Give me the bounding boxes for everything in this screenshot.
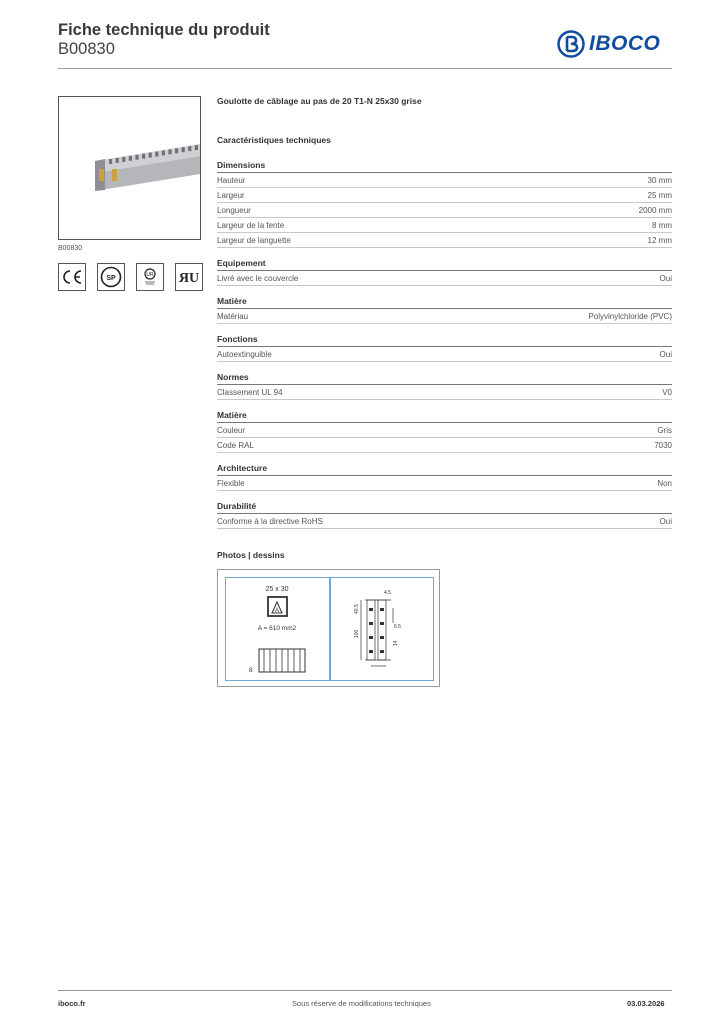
spec-row — [217, 233, 672, 248]
footer-website-link[interactable]: iboco.fr — [58, 999, 86, 1008]
spec-group-title: Dimensions — [217, 160, 672, 173]
side-view-panel — [330, 577, 434, 681]
spec-label: Code RAL — [217, 441, 254, 450]
spec-label: Autoextinguible — [217, 350, 272, 359]
spec-row — [217, 514, 672, 529]
brand-logo[interactable] — [557, 28, 675, 60]
spec-value: 2000 mm — [638, 206, 672, 215]
spec-group-title: Durabilité — [217, 501, 672, 514]
spec-label: Matériau — [217, 312, 249, 321]
spacer — [217, 362, 672, 372]
spec-group-title: Matière — [217, 296, 672, 309]
svg-text:A: A — [274, 608, 280, 614]
section-title: Caractéristiques techniques — [217, 135, 331, 145]
spec-row — [217, 203, 672, 218]
spec-group-title: Equipement — [217, 258, 672, 271]
technical-drawing — [217, 569, 440, 687]
spec-row — [217, 385, 672, 400]
spec-group-title: Fonctions — [217, 334, 672, 347]
spec-label: Largeur de languette — [217, 236, 291, 245]
spec-label: Couleur — [217, 426, 246, 435]
footer-divider — [58, 990, 672, 991]
spec-value: Oui — [659, 350, 672, 359]
dim-label: 100 — [354, 629, 360, 638]
spec-value: Oui — [659, 274, 672, 283]
spec-group-title: Normes — [217, 372, 672, 385]
spec-label: Hauteur — [217, 176, 246, 185]
spec-value: 12 mm — [647, 236, 672, 245]
spec-value: Gris — [657, 426, 672, 435]
spec-label: Largeur de la fente — [217, 221, 285, 230]
certification-icons — [58, 263, 214, 291]
spec-group-title: Matière — [217, 410, 672, 423]
ce-mark-icon — [58, 263, 86, 291]
spec-value: 25 mm — [647, 191, 672, 200]
spec-row — [217, 188, 672, 203]
dim-label: 14 — [393, 640, 399, 646]
dim-label: 4.5 — [384, 590, 391, 596]
spacer — [217, 324, 672, 334]
spec-value: 7030 — [654, 441, 672, 450]
svg-text:ЯU: ЯU — [178, 271, 200, 286]
specs-column — [217, 96, 672, 539]
drawing-area-label: A = 610 mm2 — [257, 625, 297, 632]
product-code: B00830 — [58, 40, 115, 58]
svg-text:SP: SP — [106, 275, 116, 282]
spacer — [217, 286, 672, 296]
spec-value: Oui — [659, 517, 672, 526]
spec-label: Livré avec le couvercle — [217, 274, 299, 283]
csa-mark-icon — [97, 263, 125, 291]
photos-title: Photos | dessins — [217, 550, 285, 560]
product-image — [58, 96, 201, 240]
footer-date: 03.03.2026 — [627, 999, 665, 1008]
spec-label: Largeur — [217, 191, 245, 200]
drawing-slot-label: 8 — [249, 667, 253, 674]
spec-row — [217, 271, 672, 286]
spec-value: 8 mm — [652, 221, 672, 230]
spacer — [217, 400, 672, 410]
product-name: Goulotte de câblage au pas de 20 T1-N 25x30 grise — [217, 96, 422, 106]
spacer — [217, 453, 672, 463]
dim-label: 40.5 — [354, 604, 360, 614]
spacer — [217, 491, 672, 501]
spec-label: Longueur — [217, 206, 251, 215]
spec-value: 30 mm — [647, 176, 672, 185]
spec-row — [217, 476, 672, 491]
logo-text: IBOCO — [589, 32, 661, 55]
spacer — [217, 248, 672, 258]
spec-label: Flexible — [217, 479, 245, 488]
spec-label: Classement UL 94 — [217, 388, 283, 397]
spec-group-title: Architecture — [217, 463, 672, 476]
spec-value: Non — [657, 479, 672, 488]
spec-row — [217, 423, 672, 438]
cross-section-panel — [225, 577, 330, 681]
svg-text:UR: UR — [146, 272, 154, 278]
spec-row — [217, 218, 672, 233]
ur-mark-icon — [136, 263, 164, 291]
spec-label: Conforme à la directive RoHS — [217, 517, 323, 526]
spec-row — [217, 173, 672, 188]
spec-groups — [217, 160, 672, 539]
spec-value: V0 — [662, 388, 672, 397]
spec-row — [217, 309, 672, 324]
ul-recognized-mark-icon — [175, 263, 203, 291]
dim-label: 6.5 — [394, 624, 401, 630]
spacer — [217, 529, 672, 539]
header-divider — [58, 68, 672, 69]
page-title: Fiche technique du produit — [58, 21, 270, 39]
spec-row — [217, 438, 672, 453]
footer-disclaimer: Sous réserve de modifications techniques — [292, 999, 431, 1008]
image-caption: B00830 — [58, 245, 83, 252]
spec-value: Polyvinylchloride (PVC) — [588, 312, 672, 321]
logo-mark-icon — [557, 30, 585, 58]
spec-row — [217, 347, 672, 362]
drawing-size-label: 25 x 30 — [265, 586, 289, 593]
